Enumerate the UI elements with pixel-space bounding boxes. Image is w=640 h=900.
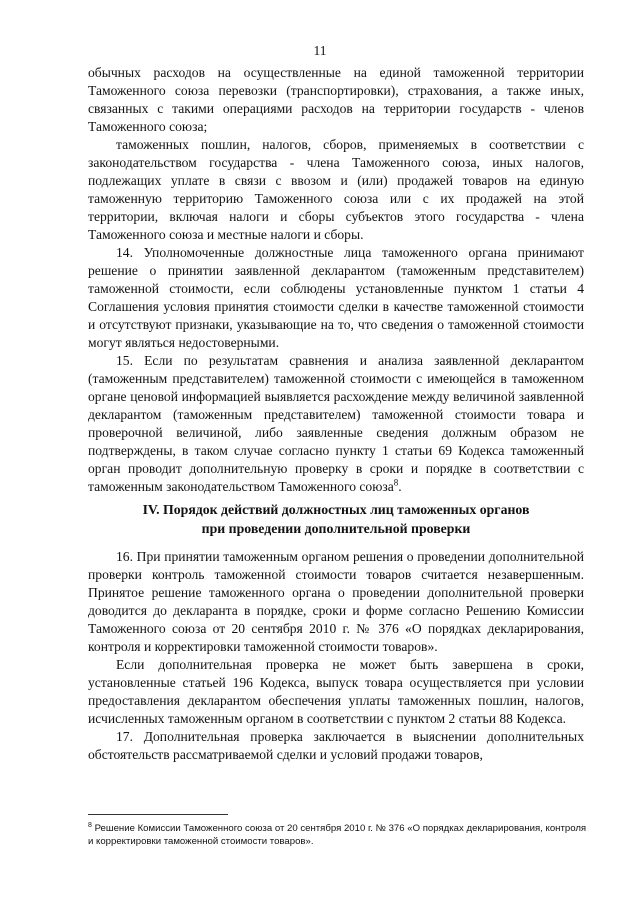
footnote-divider: [88, 814, 228, 815]
paragraph-taxes: таможенных пошлин, налогов, сборов, применяемых в соответствии с законодательством государства - члена Таможенного союза, иных налогов, подлежащих уплате в связи с ввозом и (или) продажей товаров на единую таможенную территорию Таможенного союза или с их продажей на этой территории, включая налоги и сборы субъектов этого государства - члена Таможенного союза и местные налоги и сборы.: [88, 137, 584, 242]
paragraph-15: [88, 352, 584, 496]
paragraph-release: Если дополнительная проверка не может быть завершена в сроки, установленные статьей 196 Кодекса, выпуск товара осуществляется при условии предоставления декларантом обеспечения уплаты таможенных пошлин, налогов, исчисленных таможенным органом в соответствии с пунктом 2 статьи 88 Кодекса.: [88, 657, 584, 726]
body-text-lower: [88, 548, 584, 764]
page-number: 11: [313, 43, 327, 58]
section-heading-line-1: IV. Порядок действий должностных лиц таможенных органов: [142, 502, 530, 517]
footnote-marker: 8: [88, 821, 92, 829]
paragraph-14: 14. Уполномоченные должностные лица таможенного органа принимают решение о принятии заявленной декларантом (таможенным представителем) таможенной стоимости, если соблюдены установленные пунктом 1 статьи 4 Соглашения условия принятия стоимости сделки в качестве таможенной стоимости и отсутствуют признаки, указывающие на то, что сведения о таможенной стоимости могут являться недостоверными.: [88, 245, 584, 350]
paragraph-15-tail: .: [398, 479, 402, 494]
footnote-reference: 8: [393, 477, 399, 488]
paragraph-16: 16. При принятии таможенным органом решения о проведении дополнительной проверки контроль таможенной стоимости товаров считается незавершенным. Принятое решение таможенного органа о проведении дополнительной проверки доводится до декларанта в порядке, сроки и форме согласно Решению Комиссии Таможенного союза от 20 сентября 2010 г. № 376 «О порядках декларирования, контроля и корректировки таможенной стоимости товаров».: [88, 549, 584, 654]
section-heading-line-2: при проведении дополнительной проверки: [201, 521, 471, 536]
footnote-text: Решение Комиссии Таможенного союза от 20 сентября 2010 г. № 376 «О порядках декларирования, контроля и корректировки таможенной стоимости товаров».: [88, 823, 587, 847]
section-heading: [88, 500, 584, 538]
paragraph-continuation: обычных расходов на осуществленные на единой таможенной территории Таможенного союза перевозки (транспортировки), страхования, а также иных, связанных с такими операциями расходов на территории государств - членов Таможенного союза;: [88, 65, 584, 134]
paragraph-15-text: 15. Если по результатам сравнения и анализа заявленной декларантом (таможенным представителем) таможенной стоимости с имеющейся в таможенном органе ценовой информацией выявляется расхождение между величиной заявленной декларантом (таможенным представителем) таможенной стоимости товара и проверочной величиной, либо заявленные сведения должным образом не подтверждены, в таком случае согласно пункту 1 статьи 69 Кодекса таможенный орган проводит дополнительную проверку в сроки и порядке в соответствии с таможенным законодательством Таможенного союза: [88, 353, 584, 494]
body-text-upper: [88, 64, 584, 496]
footnote: [88, 822, 588, 848]
paragraph-17: 17. Дополнительная проверка заключается в выяснении дополнительных обстоятельств рассматриваемой сделки и условий продажи товаров,: [88, 729, 584, 762]
